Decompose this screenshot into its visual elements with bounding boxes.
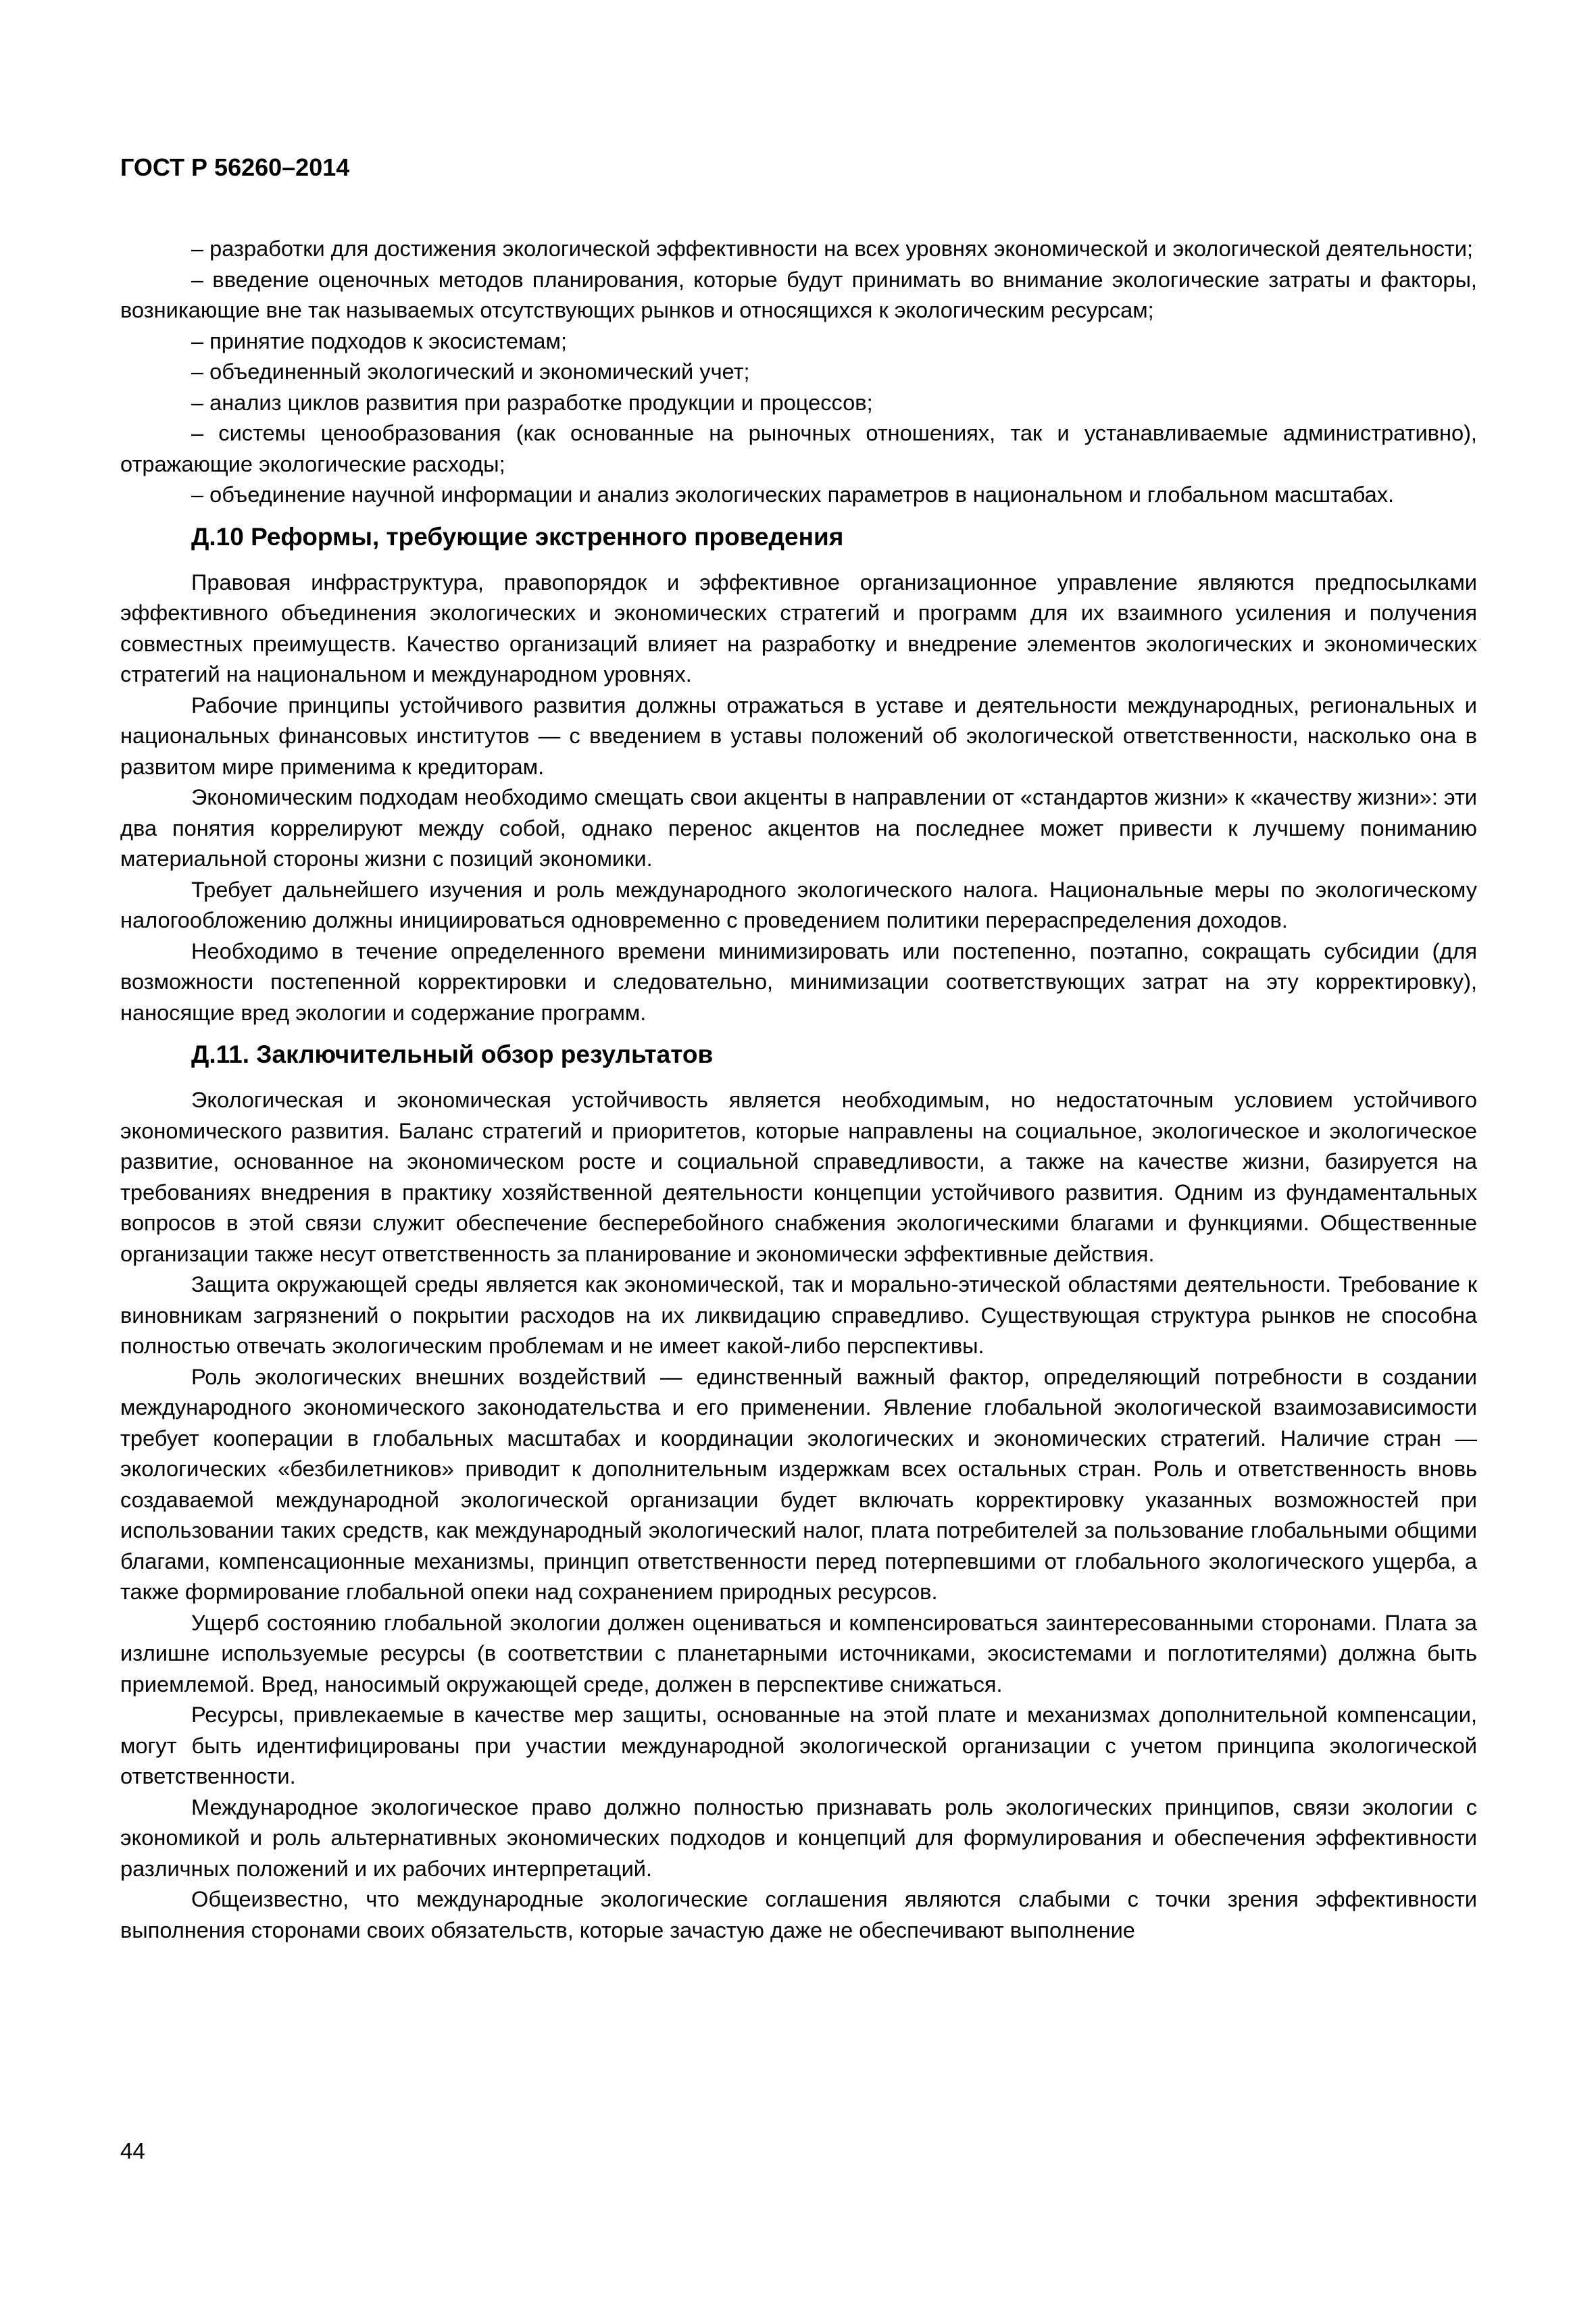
section-heading-d10: Д.10 Реформы, требующие экстренного проведения (191, 522, 844, 551)
paragraph: Необходимо в течение определенного времени минимизировать или постепенно, поэтапно, сокращать субсидии (для возможности постепенной корректировки и следовательно, минимизации соответствующих затрат на эту корректировку), наносящие вред экологии и содержание программ. (120, 938, 1477, 1025)
list-item: – разработки для достижения экологической эффективности на всех уровнях экономической и экологической деятельности; (191, 236, 1474, 261)
paragraph: Рабочие принципы устойчивого развития должны отражаться в уставе и деятельности международных, региональных и национальных финансовых институтов — с введением в уставы положений об экологической ответственности, насколько она в развитом мире применима к кредиторам. (120, 692, 1477, 779)
paragraph: Требует дальнейшего изучения и роль международного экологического налога. Национальные меры по экологическому налогообложению должны инициироваться одновременно с проведением политики перераспределения доходов. (120, 876, 1477, 932)
list-item: – системы ценообразования (как основанные на рыночных отношениях, так и устанавливаемые административно), отражающие экологические расходы; (120, 420, 1477, 476)
paragraph: Экономическим подходам необходимо смещать свои акценты в направлении от «стандартов жизни» к «качеству жизни»: эти два понятия коррелируют между собой, однако перенос акцентов на последнее может привести к лучшему пониманию материальной стороны жизни с позиций экономики. (120, 784, 1477, 871)
list-item: – принятие подходов к экосистемам; (191, 328, 567, 353)
document-header: ГОСТ Р 56260–2014 (120, 153, 350, 181)
list-item: – введение оценочных методов планирования, которые будут принимать во внимание экологические затраты и факторы, возникающие вне так называемых отсутствующих рынков и относящихся к экологическим ресурсам; (120, 266, 1477, 322)
paragraph: Ущерб состоянию глобальной экологии должен оцениваться и компенсироваться заинтересованными сторонами. Плата за излишне используемые ресурсы (в соответствии с планетарными источниками, экосистемами и поглотителями) должна быть приемлемой. Вред, наносимый окружающей среде, должен в перспективе снижаться. (120, 1609, 1477, 1696)
paragraph: Экологическая и экономическая устойчивость является необходимым, но недостаточным условием устойчивого экономического развития. Баланс стратегий и приоритетов, которые направлены на социальное, экологическое и экологическое развитие, основанное на экономическом росте и социальной справедливости, а также на качестве жизни, базируется на требованиях внедрения в практику хозяйственной деятельности концепции устойчивого развития. Одним из фундаментальных вопросов в этой связи служит обеспечение бесперебойного снабжения экологическими благами и функциями. Общественные организации также несут ответственность за планирование и экономически эффективные действия. (120, 1087, 1477, 1266)
paragraph: Защита окружающей среды является как экономической, так и морально-этической областями деятельности. Требование к виновникам загрязнений о покрытии расходов на их ликвидацию справедливо. Существующая структура рынков не способна полностью отвечать экологическим проблемам и не имеет какой-либо перспективы. (120, 1272, 1477, 1358)
paragraph: Международное экологическое право должно полностью признавать роль экологических принципов, связи экологии с экономикой и роль альтернативных экономических подходов и концепций для формулирования и обеспечения эффективности различных положений и их рабочих интерпретаций. (120, 1794, 1477, 1881)
paragraph: Роль экологических внешних воздействий — единственный важный фактор, определяющий потребности в создании международного экономического законодательства и его применении. Явление глобальной экологической взаимозависимости требует кооперации в глобальных масштабах и координации экологических и экономических стратегий. Наличие стран — экологических «безбилетников» приводит к дополнительным издержкам всех остальных стран. Роль и ответственность вновь создаваемой международной экологической организации будет включать корректировку указанных возможностей при использовании таких средств, как международный экологический налог, плата потребителей за пользование глобальными общими благами, компенсационные механизмы, принцип ответственности перед потерпевшими от глобального экологического ущерба, а также формирование глобальной опеки над сохранением природных ресурсов. (120, 1363, 1477, 1604)
paragraph: Общеизвестно, что международные экологические соглашения являются слабыми с точки зрения эффективности выполнения сторонами своих обязательств, которые зачастую даже не обеспечивают выполнение (120, 1886, 1477, 1942)
page-content (120, 233, 1477, 1945)
paragraph: Правовая инфраструктура, правопорядок и эффективное организационное управление являются предпосылками эффективного объединения экологических и экономических стратегий и программ для их взаимного усиления и получения совместных преимуществ. Качество организаций влияет на разработку и внедрение элементов экологических и экономических стратегий на национальном и международном уровнях. (120, 569, 1477, 686)
list-item: – объединение научной информации и анализ экологических параметров в национальном и глобальном масштабах. (191, 482, 1395, 507)
section-heading-d11: Д.11. Заключительный обзор результатов (191, 1040, 714, 1068)
page-number: 44 (120, 2138, 145, 2163)
list-item: – объединенный экологический и экономический учет; (191, 359, 750, 384)
list-item: – анализ циклов развития при разработке продукции и процессов; (191, 389, 873, 415)
paragraph: Ресурсы, привлекаемые в качестве мер защиты, основанные на этой плате и механизмах дополнительной компенсации, могут быть идентифицированы при участии международной экологической организации с учетом принципа экологической ответственности. (120, 1702, 1477, 1788)
